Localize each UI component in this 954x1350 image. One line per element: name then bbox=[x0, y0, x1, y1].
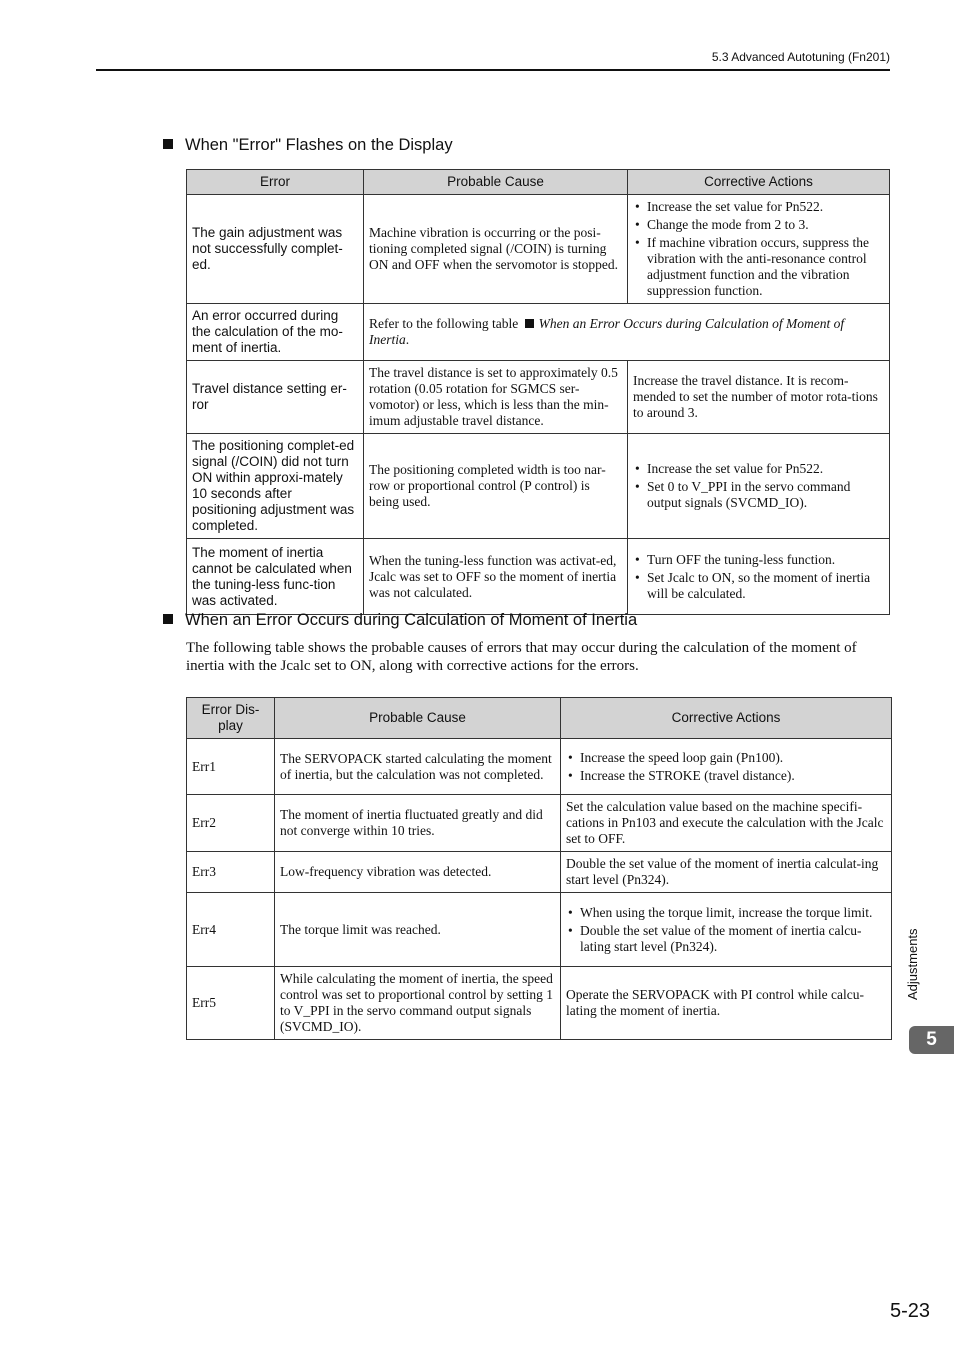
cause-cell: The positioning completed width is too nar-row or proportional control (P control) is being used. bbox=[364, 434, 628, 539]
table-row bbox=[187, 539, 890, 615]
moment-of-inertia-error-table bbox=[186, 697, 892, 1040]
table-row bbox=[187, 739, 892, 795]
list-item: • Increase the set value for Pn522. bbox=[633, 461, 884, 477]
table-row bbox=[187, 195, 890, 304]
section-heading-text: When "Error" Flashes on the Display bbox=[185, 136, 453, 154]
actions-cell bbox=[561, 893, 892, 967]
list-item: • Set 0 to V_PPI in the servo command output signals (SVCMD_IO). bbox=[633, 479, 884, 511]
error-cell: The gain adjustment was not successfully complet-ed. bbox=[187, 195, 364, 304]
actions-cell: Operate the SERVOPACK with PI control while calcu-lating the moment of inertia. bbox=[561, 967, 892, 1040]
actions-cell: Set the calculation value based on the machine specifi-cations in Pn103 and execute the calculation with the Jcalc set to OFF. bbox=[561, 795, 892, 852]
error-flash-table bbox=[186, 169, 890, 615]
list-item: • Increase the speed loop gain (Pn100). bbox=[566, 750, 886, 766]
section-heading-error-flashes bbox=[163, 136, 453, 155]
column-header-cause: Probable Cause bbox=[275, 698, 561, 739]
list-item: • Increase the set value for Pn522. bbox=[633, 199, 884, 215]
actions-cell bbox=[561, 739, 892, 795]
page-number: 5-23 bbox=[889, 1300, 930, 1322]
square-bullet-icon bbox=[163, 139, 173, 149]
cause-cell: The SERVOPACK started calculating the moment of inertia, but the calculation was not completed. bbox=[275, 739, 561, 795]
cause-cell: The travel distance is set to approximately 0.5 rotation (0.05 rotation for SGMCS ser-vomotor) or less, which is less than the min-imum adjustable travel distance. bbox=[364, 361, 628, 434]
square-bullet-icon bbox=[163, 614, 173, 624]
list-item: • If machine vibration occurs, suppress the vibration with the anti-resonance control adjustment function and the vibration suppression function. bbox=[633, 235, 884, 299]
header-rule bbox=[96, 69, 890, 71]
reference-prefix: Refer to the following table bbox=[369, 316, 522, 331]
cause-cell: Machine vibration is occurring or the posi-tioning completed signal (/COIN) is turning ON and OFF when the servomotor is stopped. bbox=[364, 195, 628, 304]
actions-cell: Double the set value of the moment of inertia calculat-ing start level (Pn324). bbox=[561, 852, 892, 893]
cause-cell: The moment of inertia fluctuated greatly and did not converge within 10 tries. bbox=[275, 795, 561, 852]
intro-paragraph: The following table shows the probable causes of errors that may occur during the calculation of the moment of inertia with the Jcalc set to ON, along with corrective actions for the errors. bbox=[186, 640, 857, 674]
error-code-cell: Err5 bbox=[187, 967, 275, 1040]
table-header-row bbox=[187, 170, 890, 195]
column-header-error-display: Error Dis-play bbox=[187, 698, 275, 739]
section-heading-text: When an Error Occurs during Calculation of Moment of Inertia bbox=[185, 611, 638, 629]
reference-suffix: . bbox=[405, 332, 410, 347]
actions-cell bbox=[628, 539, 890, 615]
table-row bbox=[187, 434, 890, 539]
column-header-actions: Corrective Actions bbox=[561, 698, 892, 739]
list-item: • Turn OFF the tuning-less function. bbox=[633, 552, 884, 568]
list-item: • When using the torque limit, increase the torque limit. bbox=[566, 905, 886, 921]
chapter-side-label: Adjustments bbox=[905, 928, 920, 1000]
list-item: • Change the mode from 2 to 3. bbox=[633, 217, 884, 233]
cause-cell: Low-frequency vibration was detected. bbox=[275, 852, 561, 893]
column-header-error: Error bbox=[187, 170, 364, 195]
error-code-cell: Err1 bbox=[187, 739, 275, 795]
table-row bbox=[187, 852, 892, 893]
error-cell: Travel distance setting er-ror bbox=[187, 361, 364, 434]
square-bullet-icon bbox=[525, 319, 534, 328]
actions-cell bbox=[628, 195, 890, 304]
error-code-cell: Err4 bbox=[187, 893, 275, 967]
list-item: • Set Jcalc to ON, so the moment of inertia will be calculated. bbox=[633, 570, 884, 602]
section-heading-moment-of-inertia bbox=[163, 611, 637, 630]
running-header: 5.3 Advanced Autotuning (Fn201) bbox=[711, 50, 890, 64]
list-item: • Double the set value of the moment of inertia calcu-lating start level (Pn324). bbox=[566, 923, 886, 955]
cause-cell: When the tuning-less function was activat-ed, Jcalc was set to OFF so the moment of inertia was not calculated. bbox=[364, 539, 628, 615]
column-header-cause: Probable Cause bbox=[364, 170, 628, 195]
error-cell: The moment of inertia cannot be calculated when the tuning-less func-tion was activated. bbox=[187, 539, 364, 615]
cause-cell: The torque limit was reached. bbox=[275, 893, 561, 967]
actions-cell bbox=[628, 434, 890, 539]
actions-cell: Increase the travel distance. It is recom-mended to set the number of motor rota-tions to around 3. bbox=[628, 361, 890, 434]
reference-link[interactable]: When an Error Occurs during Calculation of Moment of Inertia bbox=[369, 316, 845, 347]
table-row bbox=[187, 967, 892, 1040]
chapter-tab: 5 bbox=[909, 1026, 954, 1054]
cause-cell: While calculating the moment of inertia, the speed control was set to proportional control by setting 1 to V_PPI in the servo command output signals (SVCMD_IO). bbox=[275, 967, 561, 1040]
error-code-cell: Err3 bbox=[187, 852, 275, 893]
error-code-cell: Err2 bbox=[187, 795, 275, 852]
merged-reference-cell bbox=[364, 304, 890, 361]
table-row bbox=[187, 304, 890, 361]
error-cell: An error occurred during the calculation of the mo-ment of inertia. bbox=[187, 304, 364, 361]
error-cell: The positioning complet-ed signal (/COIN) did not turn ON within approxi-mately 10 seconds after positioning adjustment was completed. bbox=[187, 434, 364, 539]
list-item: • Increase the STROKE (travel distance). bbox=[566, 768, 886, 784]
table-row bbox=[187, 893, 892, 967]
column-header-actions: Corrective Actions bbox=[628, 170, 890, 195]
table-row bbox=[187, 361, 890, 434]
table-row bbox=[187, 795, 892, 852]
table-header-row bbox=[187, 698, 892, 739]
